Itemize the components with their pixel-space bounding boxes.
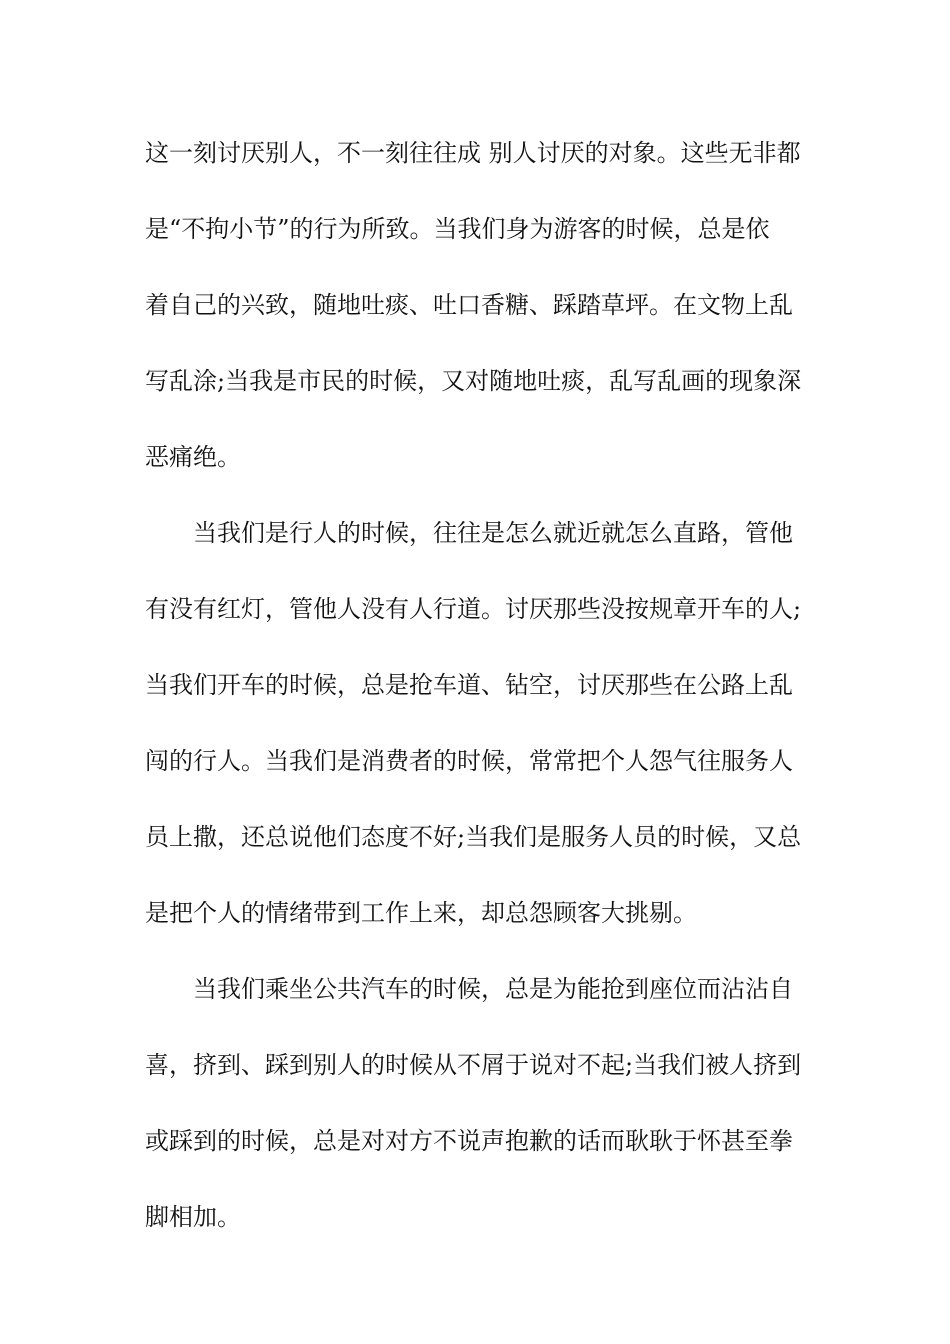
paragraph-line: 是把个人的情绪带到工作上来，却总怨顾客大挑剔。 [145, 899, 697, 927]
paragraph-line: 喜，挤到、踩到别人的时候从不屑于说对不起;当我们被人挤到 [145, 1051, 802, 1079]
paragraph-1 [145, 134, 810, 514]
paragraph-line: 闯的行人。当我们是消费者的时候，常常把个人怨气往服务人 [145, 747, 793, 775]
paragraph-2 [145, 514, 810, 970]
paragraph-line: 写乱涂;当我是市民的时候，又对随地吐痰，乱写乱画的现象深 [145, 367, 802, 395]
paragraph-line: 这一刻讨厌别人，不一刻往往成 别人讨厌的对象。这些无非都 [145, 139, 801, 167]
paragraph-line: 有没有红灯，管他人没有人行道。讨厌那些没按规章开车的人; [145, 595, 802, 623]
paragraph-line: 脚相加。 [145, 1203, 241, 1231]
paragraph-line: 或踩到的时候，总是对对方不说声抱歉的话而耿耿于怀甚至拳 [145, 1127, 793, 1155]
paragraph-line: 当我们乘坐公共汽车的时候，总是为能抢到座位而沾沾自 [193, 975, 793, 1003]
document-body [145, 134, 810, 1274]
paragraph-3 [145, 970, 810, 1274]
paragraph-line: 恶痛绝。 [145, 443, 241, 471]
paragraph-line: 当我们是行人的时候，往往是怎么就近就怎么直路，管他 [193, 519, 793, 547]
paragraph-line: 是“不拘小节”的行为所致。当我们身为游客的时候，总是依 [145, 215, 770, 243]
paragraph-line: 着自己的兴致，随地吐痰、吐口香糖、踩踏草坪。在文物上乱 [145, 291, 793, 319]
paragraph-line: 员上撒，还总说他们态度不好;当我们是服务人员的时候，又总 [145, 823, 802, 851]
paragraph-line: 当我们开车的时候，总是抢车道、钻空，讨厌那些在公路上乱 [145, 671, 793, 699]
